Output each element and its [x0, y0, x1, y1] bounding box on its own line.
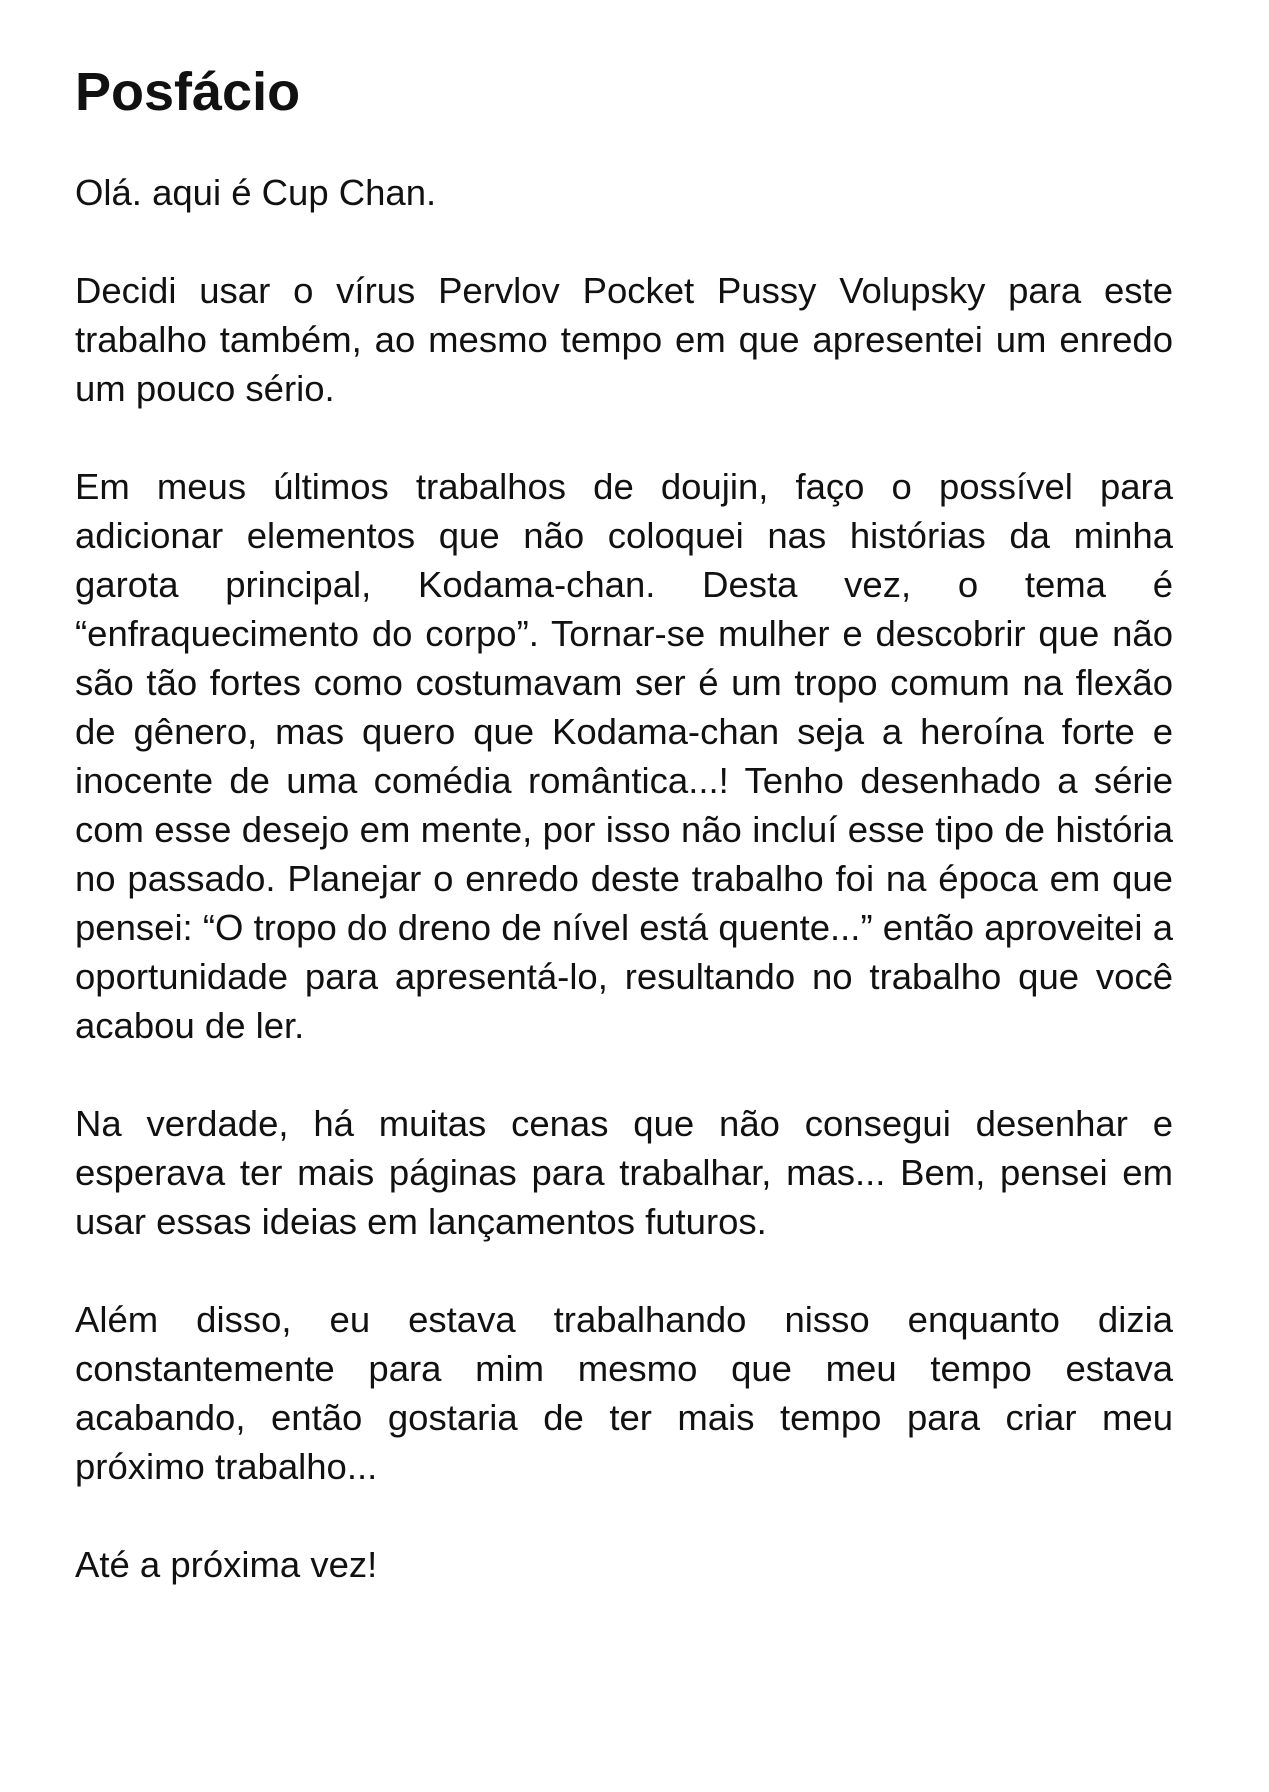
paragraph-unfinished-scenes: Na verdade, há muitas cenas que não consegui desenhar e esperava ter mais páginas para trabalhar, mas... Bem, pensei em usar essas ideias em lançamentos futuros. — [75, 1103, 1173, 1242]
paragraph-theme: Em meus últimos trabalhos de doujin, faço o possível para adicionar elementos que não coloquei nas histórias da minha garota principal, Kodama-chan. Desta vez, o tema é “enfraquecimento do corpo”. Tornar-se mulher e descobrir que não são tão fortes como costumavam ser é um tropo comum na flexão de gênero, mas quero que Kodama-chan seja a heroína forte e inocente de uma comédia romântica...! Tenho desenhado a série com esse desejo em mente, por isso não incluí esse tipo de história no passado. Planejar o enredo deste trabalho foi na época em que pensei: “O tropo do dreno de nível está quente...” então aproveitei a oportunidade para apresentá-lo, resultando no trabalho que você acabou de ler. — [75, 466, 1173, 1046]
paragraph-greeting: Olá. aqui é Cup Chan. — [75, 172, 437, 213]
paragraph-farewell: Até a próxima vez! — [75, 1544, 378, 1585]
page-title: Posfácio — [75, 62, 301, 122]
afterword-body — [75, 168, 1173, 1589]
paragraph-time: Além disso, eu estava trabalhando nisso enquanto dizia constantemente para mim mesmo que meu tempo estava acabando, então gostaria de ter mais tempo para criar meu próximo trabalho... — [75, 1299, 1173, 1487]
paragraph-virus: Decidi usar o vírus Pervlov Pocket Pussy Volupsky para este trabalho também, ao mesmo tempo em que apresentei um enredo um pouco sério. — [75, 270, 1173, 409]
